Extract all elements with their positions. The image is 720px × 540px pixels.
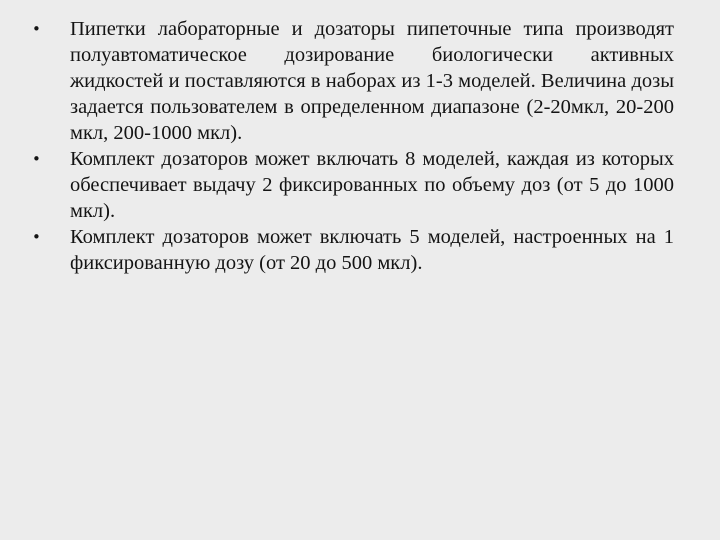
bullet-dot-icon: • bbox=[32, 20, 41, 38]
bullet-item-1 bbox=[30, 16, 674, 146]
bullet-dot-icon: • bbox=[32, 150, 41, 168]
bullet-dot-icon: • bbox=[32, 228, 41, 246]
bullet-item-3 bbox=[30, 224, 674, 276]
bullet-list bbox=[30, 16, 674, 276]
bullet-item-2 bbox=[30, 146, 674, 224]
bullet-text-2: Комплект дозаторов может включать 8 моделей, каждая из которых обеспечивает выдачу 2 фиксированных по объему доз (от 5 до 1000 мкл). bbox=[70, 148, 674, 222]
bullet-text-3: Комплект дозаторов может включать 5 моделей, настроенных на 1 фиксированную дозу (от 20 до 500 мкл). bbox=[70, 226, 674, 274]
bullet-text-1: Пипетки лабораторные и дозаторы пипеточные типа производят полуавтоматическое дозирование биологически активных жидкостей и поставляются в наборах из 1-3 моделей. Величина дозы задается пользователем в определенном диапазоне (2-20мкл, 20-200 мкл, 200-1000 мкл). bbox=[70, 18, 674, 144]
